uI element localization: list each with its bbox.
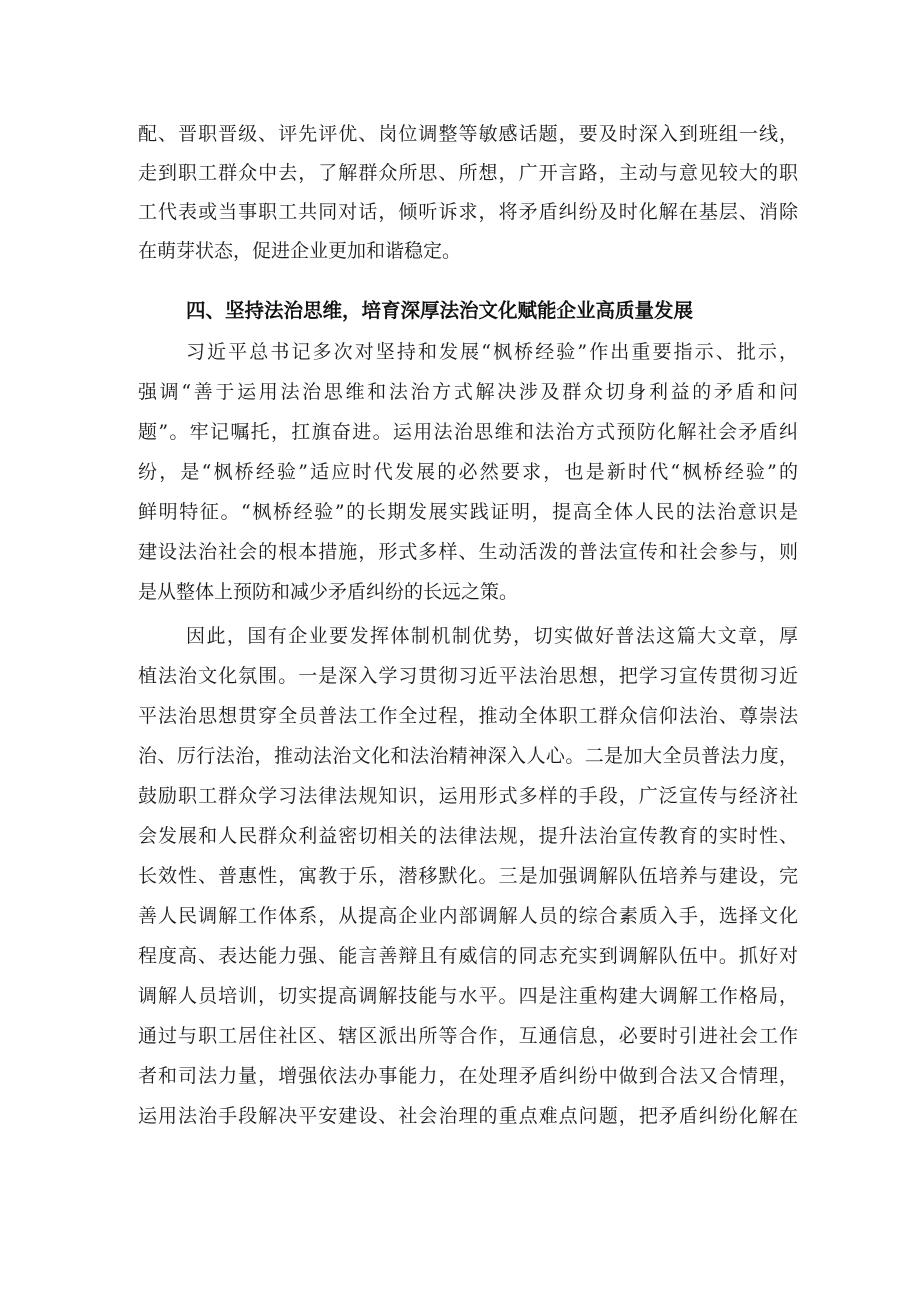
text-line: 因此，国有企业要发挥体制机制优势，切实做好普法这篇大文章，厚 — [186, 625, 798, 647]
text-line: 运用法治手段解决平安建设、社会治理的重点难点问题，把矛盾纠纷化解在 — [138, 1105, 798, 1127]
text-line: 平法治思想贯穿全员普法工作全过程，推动全体职工群众信仰法治、尊崇法 — [138, 705, 798, 727]
section-heading: 四、坚持法治思维，培育深厚法治文化赋能企业高质量发展 — [186, 299, 694, 322]
text-line: 调解人员培训，切实提高调解技能与水平。四是注重构建大调解工作格局， — [138, 985, 798, 1007]
text-line: 治、厉行法治，推动法治文化和法治精神深入人心。二是加大全员普法力度， — [138, 745, 798, 767]
text-line: 强调“善于运用法治思维和法治方式解决涉及群众切身利益的矛盾和问 — [138, 381, 798, 403]
text-line: 配、晋职晋级、评先评优、岗位调整等敏感话题，要及时深入到班组一线， — [138, 123, 798, 145]
text-line: 题”。牢记嘱托，扛旗奋进。运用法治思维和法治方式预防化解社会矛盾纠 — [138, 421, 798, 443]
text-line: 走到职工群众中去，了解群众所思、所想，广开言路，主动与意见较大的职 — [138, 162, 798, 184]
text-line: 长效性、普惠性，寓教于乐，潜移默化。三是加强调解队伍培养与建设，完 — [138, 865, 798, 887]
text-line: 在萌芽状态，促进企业更加和谐稳定。 — [138, 240, 462, 262]
text-line: 程度高、表达能力强、能言善辩且有威信的同志充实到调解队伍中。抓好对 — [138, 945, 798, 967]
text-line: 植法治文化氛围。一是深入学习贯彻习近平法治思想，把学习宣传贯彻习近 — [138, 665, 798, 687]
text-line: 者和司法力量，增强依法办事能力，在处理矛盾纠纷中做到合法又合情理， — [138, 1065, 798, 1087]
text-line: 鼓励职工群众学习法律法规知识，运用形式多样的手段，广泛宣传与经济社 — [138, 785, 798, 807]
text-line: 通过与职工居住社区、辖区派出所等合作，互通信息，必要时引进社会工作 — [138, 1025, 798, 1047]
text-line: 习近平总书记多次对坚持和发展“枫桥经验”作出重要指示、批示， — [186, 341, 798, 363]
text-line: 建设法治社会的根本措施，形式多样、生动活泼的普法宣传和社会参与，则 — [138, 541, 798, 563]
text-line: 工代表或当事职工共同对话，倾听诉求，将矛盾纠纷及时化解在基层、消除 — [138, 201, 798, 223]
text-line: 善人民调解工作体系，从提高企业内部调解人员的综合素质入手，选择文化 — [138, 905, 798, 927]
text-line: 纷，是“枫桥经验”适应时代发展的必然要求，也是新时代“枫桥经验”的 — [138, 461, 798, 483]
text-line: 鲜明特征。“枫桥经验”的长期发展实践证明，提高全体人民的法治意识是 — [138, 501, 798, 523]
text-line: 是从整体上预防和减少矛盾纠纷的长远之策。 — [138, 581, 519, 603]
text-line: 会发展和人民群众利益密切相关的法律法规，提升法治宣传教育的实时性、 — [138, 825, 798, 847]
